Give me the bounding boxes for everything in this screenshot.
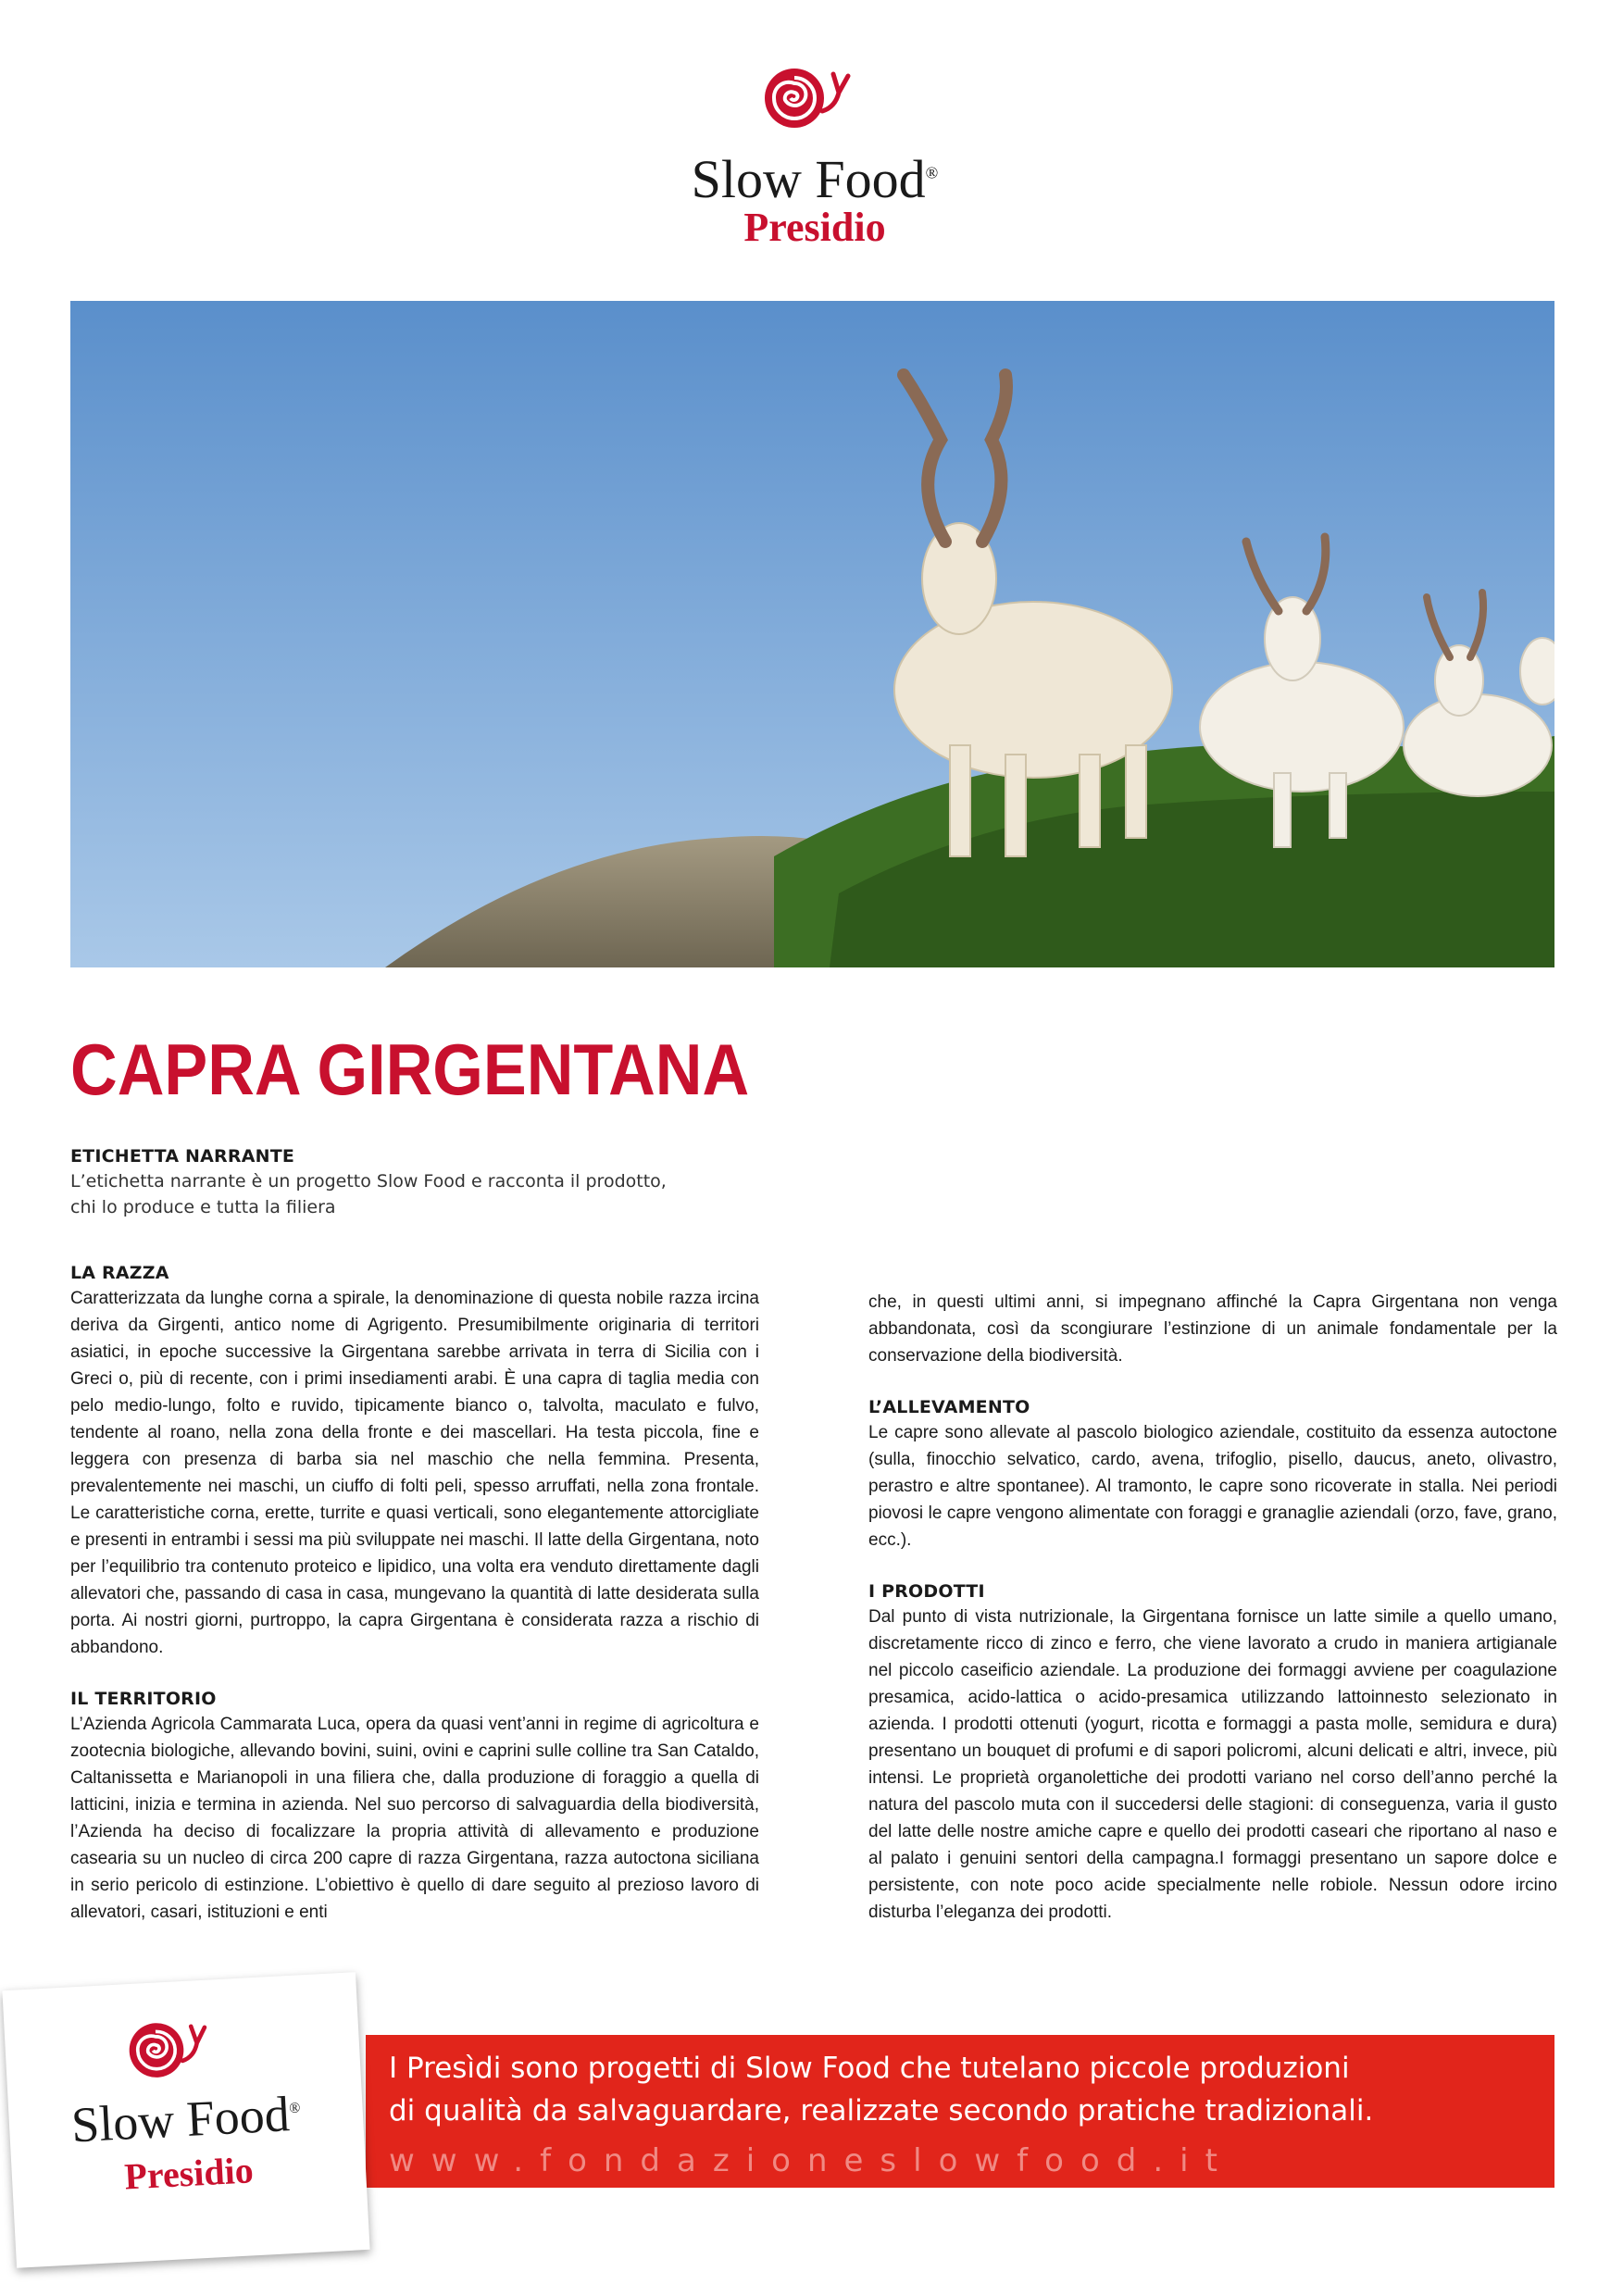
goats-on-hill-icon [70, 301, 1554, 967]
section-territorio [70, 1689, 759, 1926]
left-column [70, 1263, 759, 1953]
section-heading: IL TERRITORIO [70, 1689, 217, 1709]
section-heading: I PRODOTTI [868, 1581, 985, 1602]
intro-heading: ETICHETTA NARRANTE [70, 1146, 295, 1167]
snail-logo-icon [124, 2016, 229, 2083]
intro-block [70, 1146, 811, 1220]
section-prodotti [868, 1581, 1557, 1926]
section-text: Le capre sono allevate al pascolo biologico aziendale, costituito da essenza autoctone (sulla, finocchio selvatico, cardo, avena, trifoglio, pisello, daucus, aneto, olivastro, perastro e altre spontanee). Al tramonto, le capre sono ricoverate in stalla. Nei periodi piovosi le capre vengono alimentate con foraggi e granaglie aziendali (orzo, fave, grano, ecc.). [868, 1423, 1557, 1550]
section-heading: L’ALLEVAMENTO [868, 1397, 1030, 1417]
section-allevamento [868, 1397, 1557, 1554]
intro-line-2: chi lo produce e tutta la filiera [70, 1197, 336, 1217]
footer-banner [366, 2035, 1554, 2188]
section-text: che, in questi ultimi anni, si impegnano affinché la Capra Girgentana non venga abbandonata, così da scongiurare l’estinzione di un animale fondamentale per la conservazione della biodiversità. [868, 1292, 1557, 1366]
intro-line-1: L’etichetta narrante è un progetto Slow Food e racconta il prodotto, [70, 1171, 667, 1192]
footer-logo-card [2, 1972, 369, 2268]
section-razza [70, 1263, 759, 1661]
hero-image [70, 301, 1554, 967]
section-text: Dal punto di vista nutrizionale, la Girgentana fornisce un latte simile a quello umano, discretamente ricco di zinco e ferro, che viene lavorato a crudo in maniera artigianale nel piccolo caseificio aziendale. La produzione dei formaggi avviene per coagulazione presamica, acido-lattica o acido-presamica utilizzando lattoinnesto selezionato in azienda. I prodotti ottenuti (yogurt, ricotta e formaggi a pasta molle, semidura e dura) presentano un bouquet di profumi e di sapori policromi, alcuni delicati e altri, invece, più intensi. Le proprietà organolettiche dei prodotti variano nel corso dell’anno perché la natura del pascolo muta con il succedersi delle stagioni: di conseguenza, varia il gusto del latte delle nostre amiche capre e quello dei prodotti caseari che riportano al naso e al palato i genuini sentori della campagna.I formaggi presentano un sapore dolce e persistente, con note poco acide specialmente nelle robiole. Nessun odore ircino disturba l’eleganza dei prodotti. [868, 1607, 1557, 1922]
section-territorio-continued [868, 1289, 1557, 1369]
brand-subtitle: Presidio [743, 205, 886, 250]
banner-line-1: I Presìdi sono progetti di Slow Food che tutelano piccole produzioni [389, 2052, 1350, 2085]
section-text: L’Azienda Agricola Cammarata Luca, opera da quasi vent’anni in regime di agricoltura e zootecnia biologiche, allevando bovini, suini, ovini e caprini sulle colline tra San Cataldo, Caltanissetta e Marianopoli in una filiera che, dalla produzione di foraggio a quella di latticini, inizia e termina in azienda. Nel suo percorso di salvaguardia della biodiversità, l’Azienda ha deciso di focalizzare la propria attività di allevamento e produzione casearia su un nucleo di circa 200 capre di razza Girgentana, razza autoctona siciliana in serio pericolo di estinzione. L’obiettivo è quello di dare seguito al prezioso lavoro di allevatori, casari, istituzioni e enti [70, 1715, 759, 1922]
right-column [868, 1289, 1557, 1953]
section-heading: LA RAZZA [70, 1263, 169, 1283]
footer-brand-subtitle: Presidio [123, 2149, 255, 2198]
footer-url[interactable]: www.fondazioneslowfood.it [389, 2142, 1234, 2179]
section-text: Caratterizzata da lunghe corna a spirale, la denominazione di questa nobile razza ircina deriva da Girgenti, antico nome di Agrigento. Presumibilmente originaria di territori asiatici, in epoche successive la Girgentana sarebbe arrivata in terra di Sicilia con i Greci o, più di recente, con i primi insediamenti arabi. È una capra di taglia media con pelo medio-lungo, folto e ruvido, tipicamente bianco o, talvolta, maculato e fulvo, tendente al roano, nella zona della fronte e dei mascellari. Ha testa piccola, fine e leggera con presenza di barba sia nel maschio che nella femmina. Presenta, prevalentemente nei maschi, un ciuffo di folti peli, spesso arruffati, nella zona frontale. Le caratteristiche corna, erette, turrite e quasi verticali, sono elegantemente attorcigliate e presenti in entrambi i sessi ma più sviluppate nei maschi. Il latte della Girgentana, noto per l’equilibrio tra contenuto proteico e lipidico, una volta era venduto direttamente dagli allevatori che, passando di casa in casa, mungevano la quantità di latte desiderata sulla porta. Ai nostri giorni, purtroppo, la capra Girgentana è considerata razza a rischio di abbandono. [70, 1289, 759, 1657]
banner-line-2: di qualità da salvaguardare, realizzate secondo pratiche tradizionali. [389, 2094, 1374, 2128]
header-logo [648, 65, 981, 259]
page-title: CAPRA GIRGENTANA [70, 1029, 750, 1110]
brand-name: Slow Food® [691, 149, 939, 209]
footer-brand-name: Slow Food® [69, 2086, 301, 2153]
snail-logo-icon [761, 65, 872, 131]
